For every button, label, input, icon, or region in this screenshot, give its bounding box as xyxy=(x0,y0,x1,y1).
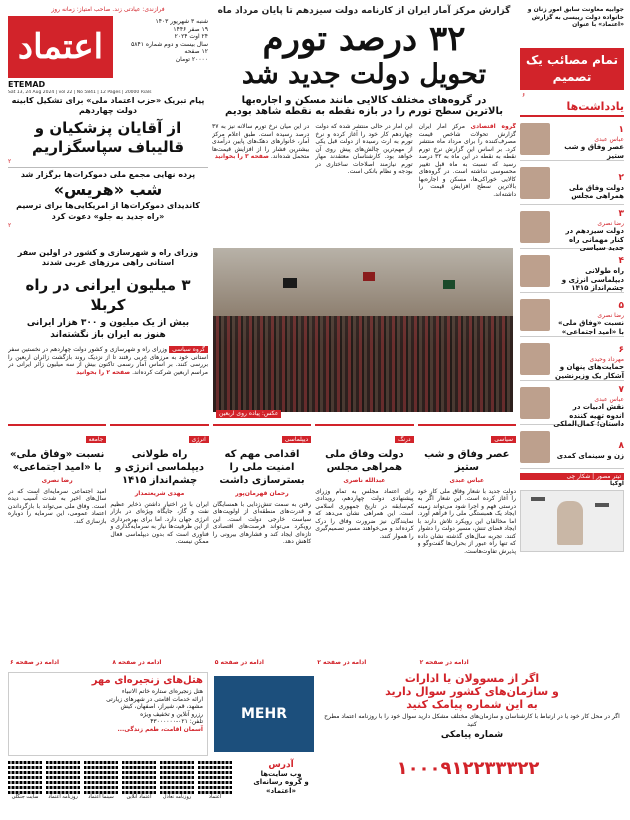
left-news xyxy=(8,96,208,246)
qr-label: اعتماد xyxy=(208,794,222,800)
columns-row xyxy=(8,424,516,668)
address-line-2: و گروه رسانه‌ای xyxy=(253,778,309,787)
exhibit-footer: آسمان اقامت، طعم زندگی... xyxy=(117,725,203,733)
sidebar-item[interactable] xyxy=(520,425,624,469)
sidebar-item-number: ۵ xyxy=(618,300,624,311)
address-title: آدرس xyxy=(268,760,294,770)
sidebar-item-title: حمایت‌های پنهان و آشکار یک وزیرنشین xyxy=(555,363,624,380)
column-text: امید اجتماعی سرمایه‌ای است که در سال‌های اخیر به شدت آسیب دیده است. وفاق ملی می‌تواند با بازگرداندن اعتماد عمومی، این سرمایه را دوباره بازسازی کند. xyxy=(7,487,107,525)
qr-code-item[interactable] xyxy=(46,760,80,816)
karbala-caption: عکس: پیاده روی اربعین xyxy=(216,410,281,418)
lead-col-1-text: مرکز آمار ایران گزارش تحولات شاخص قیمت مصرف‌کننده را برای مرداد ماه منتشر کرد. بر اساس این گزارش نرخ تورم نقطه به نقطه در این ماه به ۳۲ درصد رسید که نسبت به ماه قبل تغییر محسوسی نداشته است. در گروه‌های کالایی خوراکی‌ها، مسکن و اجاره‌بها بالاترین سطح افزایش قیمت را داشته‌اند. xyxy=(418,123,516,198)
ad-block xyxy=(8,672,624,756)
left-news-2-kicker: پرده نهایی مجمع ملی دموکرات‌ها برگزار شد xyxy=(20,170,196,180)
qr-label: سینما اعتماد xyxy=(88,794,114,800)
qr-code-icon xyxy=(84,760,118,794)
sidebar-item[interactable] xyxy=(520,249,624,293)
issue-number: سال بیست و دوم شماره ۵۸۴۱ xyxy=(131,40,208,48)
karbala-story xyxy=(8,248,513,420)
date-persian: شنبه ۳ شهریور ۱۴۰۳ xyxy=(155,18,208,25)
top-side-box xyxy=(520,6,624,99)
lead-col-2: این آمار در حالی منتشر شده که دولت چهاردهم کار خود را آغاز کرده و نرخ تورم به ارث رسیده از دولت قبل یکی از مهم‌ترین چالش‌های پیش روی آن خواهد بود. کارشناسان معتقدند مهار تورم نیازمند اصلاحات ساختاری در بودجه و نظام بانکی است. xyxy=(315,123,413,176)
column-section: سیاسی xyxy=(491,436,516,443)
sidebar-item-title: زن و سینمای کمدی xyxy=(556,451,624,460)
column-author: عباس عبدی xyxy=(449,477,485,484)
column-section: درنگ xyxy=(395,436,414,443)
exhibit-phone: تلفن: ۰۲۱-۴۳۰۰۰۰۰۰ xyxy=(150,718,203,725)
column-more-link[interactable]: ادامه در صفحه ۲ xyxy=(317,658,367,666)
lead-col-1 xyxy=(419,123,516,211)
sms-ad xyxy=(320,672,624,756)
sidebar-item[interactable] xyxy=(520,161,624,205)
cartoon-label: تیتر مصور | شکار چی xyxy=(520,473,624,480)
author-photo xyxy=(520,255,550,287)
sidebar-item[interactable] xyxy=(520,381,624,428)
qr-code-item[interactable] xyxy=(84,760,118,816)
exhibit-box xyxy=(8,672,208,756)
sidebar-title: یادداشت‌ها xyxy=(520,100,624,117)
column-more-link[interactable]: ادامه در صفحه ۶ xyxy=(9,658,60,666)
sidebar-item-number: ۷ xyxy=(618,384,624,395)
lead-subhead-1: در گروه‌های مختلف کالایی مانند مسکن و اجاره‌بها xyxy=(241,95,487,107)
sidebar-item-text xyxy=(553,201,624,253)
masthead xyxy=(8,6,208,96)
author-photo xyxy=(520,123,550,155)
sms-ad-body: اگر در محل کار خود یا در ارتباط با کارشناسان و سازمان‌های مختلف مشکل دارید سوال خود را با روزنامه اعتماد مطرح کنید xyxy=(324,713,620,728)
lead-col-3 xyxy=(212,123,309,211)
author-photo xyxy=(520,211,550,243)
crowd-shape xyxy=(213,316,513,412)
top-side-text: جوابیه معاونت سابق امور زنان و خانواده دولت رییسی به گزارش «اعتماد» با عنوان xyxy=(527,6,624,28)
column-text: دولت جدید با شعار وفاق ملی کار خود را آغاز کرده است. این شعار اگر به درستی فهم و اجرا شود می‌تواند زمینه ایجاد یک همبستگی ملی را فراهم آورد. اما مخالفان این رویکرد تلاش دارند با ایجاد فضای تنش، مسیر دولت را دشوار کنند. تجربه سال‌های گذشته نشان داده که تنها راه عبور از بحران‌ها گفت‌وگو و پذیرش تفاوت‌هاست. xyxy=(417,487,516,555)
author-photo xyxy=(520,431,550,463)
sidebar-list xyxy=(520,117,624,469)
qr-label: روزنامه تعادل xyxy=(162,794,192,800)
author-photo xyxy=(520,299,550,331)
cartoon-figure xyxy=(557,501,583,545)
sidebar-item-title: راه طولانی دیپلماسی انرژی و چشم‌انداز ۱۴۱۵ xyxy=(561,267,624,293)
sidebar-item[interactable] xyxy=(520,205,624,252)
column-more-link[interactable]: ادامه در صفحه ۲ xyxy=(419,658,469,666)
qr-code-item[interactable] xyxy=(160,760,194,816)
column-title[interactable]: عصر وفاق و شب ستیز xyxy=(424,449,510,473)
sidebar-item-text xyxy=(553,165,624,201)
cartoon-image xyxy=(520,490,624,552)
sidebar-item-title: عصر وفاق و شب ستیز xyxy=(564,143,624,160)
left-news-2-page: ۲ xyxy=(8,222,12,230)
exhibit-line: ارائه خدمات اقامتی در شهرهای زیارتی xyxy=(106,695,203,703)
sidebar-item-author: رضا نصری xyxy=(597,311,624,319)
sms-ad-line1: اگر از مسوولان یا ادارات xyxy=(404,672,540,685)
exhibit-lines xyxy=(9,688,207,718)
karbala-text-body: وزرای راه و شهرسازی و کشور دولت چهاردهم در نخستین سفر استانی خود به مرزهای غربی رفتند تا از نزدیک روند بازگشت زائران اربعین را بررسی کنند. بر اساس آمار رسمی تاکنون بیش از سه میلیون زائر ایرانی در مراسم اربعین شرکت کرده‌اند. xyxy=(8,346,208,376)
date-gregorian: ۲۴ اوت ۲۰۲۴ xyxy=(174,33,208,40)
sidebar-item-text xyxy=(553,248,624,292)
lead-byline: گروه اقتصادی xyxy=(470,123,516,131)
column-title[interactable]: اقدامی مهم که امنیت ملی را بسترسازی داشت xyxy=(219,449,305,486)
karbala-text xyxy=(8,346,208,416)
lead-col-3-text: در این میان نرخ تورم سالانه نیز به ۳۷ درصد رسیده است. طبق اعلام مرکز آمار، خانوارهای دهک‌های پایین درآمدی بیشترین فشار را از افزایش قیمت‌ها متحمل شده‌اند. xyxy=(212,123,310,161)
qr-label: روزنامه اعتماد xyxy=(48,794,78,800)
lead-more-link[interactable]: صفحه ۳ را بخوانید xyxy=(214,153,269,161)
sidebar-item-number: ۳ xyxy=(618,208,624,219)
qr-label: اعتماد آنلاین xyxy=(126,794,152,800)
column-author: مهدی شریعتمدار xyxy=(134,490,185,497)
column-text: ایران با در اختیار داشتن ذخایر عظیم نفت و گاز، جایگاه ویژه‌ای در بازار انرژی جهان دارد. اما برای بهره‌برداری از این ظرفیت‌ها نیاز به سرمایه‌گذاری و فناوری است که بدون دیپلماسی فعال ممکن نیست. xyxy=(110,500,209,545)
date-block xyxy=(118,18,208,63)
masthead-tagline: فرازندی: عیادتی زند. صاحب امتیاز: زمانه روز xyxy=(51,6,165,13)
sidebar-item-title: نقش ادبیات در اندوه تهیه کننده داستان؛ کمال‌الملکی xyxy=(553,403,624,428)
column-text: رای اعتماد مجلس به تمام وزرای پیشنهادی دولت چهاردهم، رویدادی کم‌سابقه در تاریخ جمهوری اسلامی است. این همراهی نشان می‌دهد که نمایندگان نیز ضرورت وفاق را درک کرده‌اند و می‌خواهند مسیر تصمیم‌گیری را هموار کنند. xyxy=(315,487,414,540)
date-hijri: ۱۹ صفر ۱۴۴۶ xyxy=(173,25,208,33)
column-text: رفتن به سمت تنش‌زدایی با همسایگان و قدرت‌های منطقه‌ای از اولویت‌های سیاست خارجی دولت است. این رویکرد می‌تواند فرصت‌های اقتصادی تازه‌ای ایجاد کند و فشارهای بیرونی را کاهش دهد. xyxy=(212,500,312,545)
column-title[interactable]: دولت وفاق ملی همراهی مجلس xyxy=(325,449,404,473)
karbala-headline: ۳ میلیون ایرانی در راه کربلا xyxy=(25,276,191,314)
karbala-tag: گروه سیاسی xyxy=(169,346,208,353)
qr-code-icon xyxy=(46,760,80,794)
qr-code-icon xyxy=(122,760,156,794)
left-news-1-kicker: پیام تبریک «حزب اعتماد ملی» برای تشکیل کابینه دولت چهاردهم xyxy=(11,96,205,116)
qr-code-icon xyxy=(8,760,42,794)
exhibit-line: هتل زنجیره‌ای ستاره خاتم الانبیاء xyxy=(121,688,203,695)
karbala-more-link[interactable]: صفحه ۲ را بخوانید xyxy=(76,368,131,376)
sidebar-item-text xyxy=(553,117,624,160)
opinion-column xyxy=(213,424,311,668)
lead-subhead-2: بالاترین سطح تورم را در بازه نقطه به نقطه شاهد بودیم xyxy=(224,106,504,118)
karbala-photo xyxy=(213,248,513,412)
opinion-column xyxy=(8,424,106,668)
lead-story xyxy=(212,6,516,246)
sms-number-text: ۱۰۰۰۹۱۲۲۳۳۳۲۲ xyxy=(396,758,540,779)
lead-kicker: گزارش مرکز آمار ایران از کارنامه دولت سیزدهم تا پایان مرداد ماه xyxy=(217,6,511,16)
left-news-2-sub: کاندیدای دموکرات‌ها از امریکایی‌ها برای ترسیم «راه جدید به جلو» دعوت کرد xyxy=(16,200,200,221)
sidebar-item[interactable] xyxy=(520,117,624,161)
flag-shape-3 xyxy=(443,280,455,289)
qr-code-item[interactable] xyxy=(198,760,232,816)
karbala-kicker: وزرای راه و شهرسازی و کشور در اولین سفر استانی راهی مرزهای غربی شدند xyxy=(17,248,199,268)
lead-headline-1: ۳۲ درصد تورم xyxy=(262,19,466,59)
column-title[interactable]: راه طولانی دیپلماسی انرژی و چشم‌انداز ۱۴۱۵ xyxy=(115,449,205,486)
address-line-1: وب سایت‌ها xyxy=(260,770,302,778)
opinion-column xyxy=(418,424,516,668)
sidebar-item-number: ۴ xyxy=(618,256,624,267)
column-more-link[interactable]: ادامه در صفحه ۸ xyxy=(112,658,162,666)
qr-row xyxy=(8,760,238,816)
left-news-1-headline: از آقایان پزشکیان و قالیباف سپاسگزاریم xyxy=(31,118,185,157)
column-more-link[interactable]: ادامه در صفحه ۵ xyxy=(214,658,264,666)
flag-shape-2 xyxy=(363,272,375,281)
sidebar-item-text xyxy=(553,293,624,336)
exhibit-line: رزرو آنلاین و تخفیف ویژه xyxy=(140,710,203,718)
sidebar-item-text xyxy=(553,377,624,429)
sidebar xyxy=(520,100,624,570)
sidebar-item[interactable] xyxy=(520,337,624,381)
sidebar-item-author: عباس عبدی xyxy=(594,395,624,403)
sidebar-item-number: ۲ xyxy=(618,172,624,183)
opinion-column xyxy=(110,424,208,668)
exhibit-title: هتل‌های زنجیره‌ای مهر xyxy=(91,675,203,686)
karbala-sub-1: بیش از یک میلیون و ۳۰۰ هزار ایرانی xyxy=(26,318,190,328)
author-photo xyxy=(520,167,550,199)
column-title[interactable]: نسبت «وفاق ملی» با «امید اجتماعی» xyxy=(10,449,105,473)
lead-headline-2: تحویل دولت جدید شد xyxy=(241,59,487,91)
sidebar-item-author: عباس عبدی xyxy=(594,135,624,143)
opinion-column xyxy=(315,424,413,668)
column-author: رحمان قهرمان‌پور xyxy=(235,490,289,497)
mehr-logo: MEHR xyxy=(214,676,314,752)
left-news-2-headline: شب «هریس» xyxy=(53,180,163,200)
sidebar-item-number: ۶ xyxy=(618,344,624,355)
sidebar-item-number: ۸ xyxy=(618,440,624,451)
sidebar-item-title: دولت سیزدهم در کنار مهمانی راه جدید سیاسی xyxy=(565,227,624,252)
sms-ad-line3: به این شماره پیامک کنید xyxy=(406,698,538,711)
cartoon-plane-2 xyxy=(595,503,609,507)
sidebar-item-text xyxy=(553,433,624,460)
column-author: رضا نصری xyxy=(41,477,73,484)
address-box xyxy=(246,760,316,816)
sms-label: شماره پیامکی xyxy=(440,730,504,740)
exhibit-line: مشهد، قم، شیراز، اصفهان، کیش xyxy=(120,703,203,710)
column-section: دیپلماسی xyxy=(282,436,311,443)
latin-line: Sat 13, 24 Aug 2024 | vol 22 | No 5841 | 12 Pages | 20000 Rials xyxy=(8,90,152,95)
sidebar-item-title: دولت وفاق ملی همراهی مجلس xyxy=(569,183,624,200)
qr-code-item[interactable] xyxy=(8,760,42,816)
sidebar-item-title: نسبت «وفاق ملی» با «امید اجتماعی» xyxy=(557,319,624,336)
column-author: عبدالله ناصری xyxy=(343,477,386,484)
sidebar-item-number: ۱ xyxy=(618,124,624,135)
author-photo xyxy=(520,387,550,419)
qr-code-icon xyxy=(160,760,194,794)
price: ۲۰۰۰۰ تومان xyxy=(175,55,208,63)
address-line-3: «اعتماد» xyxy=(266,786,296,795)
flag-shape xyxy=(283,278,297,288)
sidebar-item-author: رضا نصری xyxy=(597,219,624,227)
top-side-headline: تمام مصائب یک تصمیم xyxy=(526,53,618,85)
left-news-1-page: ۲ xyxy=(8,157,12,165)
sidebar-item-text xyxy=(553,337,624,380)
top-side-page: ۶ xyxy=(522,92,526,99)
karbala-sub-2: هنوز به ایران باز نگشته‌اند xyxy=(50,330,166,340)
column-section: انرژی xyxy=(189,436,209,443)
sidebar-item[interactable] xyxy=(520,293,624,337)
sms-ad-line2: و سازمان‌های کشور سوال دارید xyxy=(385,685,559,698)
qr-label: سایت جنگلی xyxy=(11,794,39,800)
qr-code-icon xyxy=(198,760,232,794)
logo-latin: ETEMAD xyxy=(8,80,46,89)
logo: اعتماد xyxy=(8,16,113,78)
sidebar-item-author: مهرداد وحیدی xyxy=(589,355,624,363)
footer xyxy=(8,760,624,816)
cartoon-title: اوکیا xyxy=(610,480,624,487)
page-count: ۱۲ صفحه xyxy=(184,48,208,55)
qr-code-item[interactable] xyxy=(122,760,156,816)
author-photo xyxy=(520,343,550,375)
cartoon-plane xyxy=(531,497,545,501)
column-section: جامعه xyxy=(86,436,107,443)
